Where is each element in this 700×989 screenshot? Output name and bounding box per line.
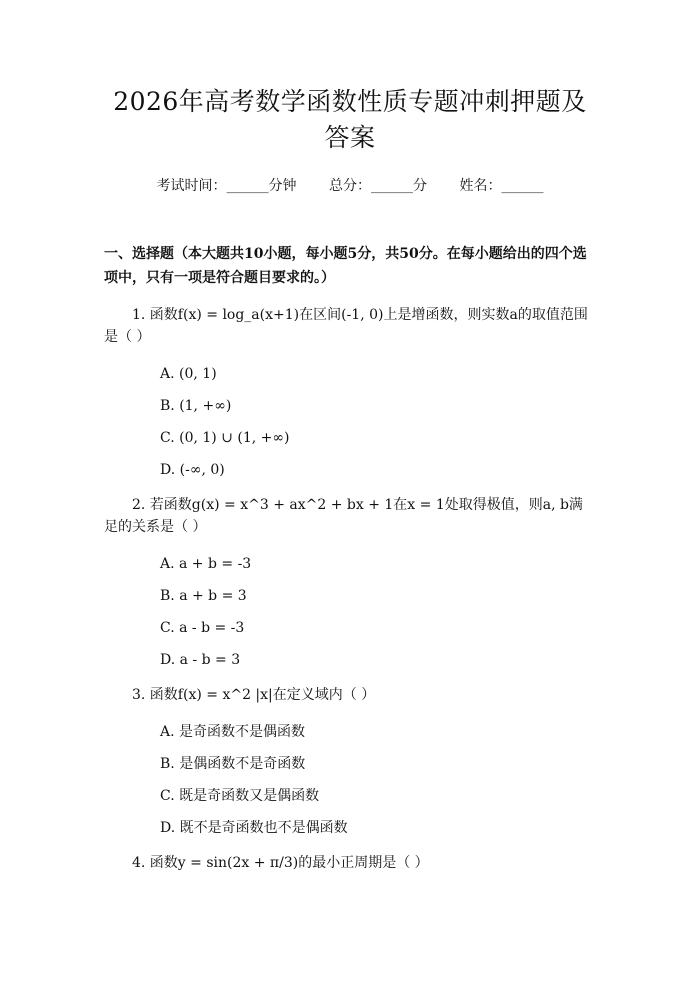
- option-list: [104, 364, 596, 480]
- question-3: [104, 684, 596, 838]
- option-c: C. (0, 1) ∪ (1, +∞): [160, 430, 290, 446]
- student-name-field: 姓名：______: [459, 178, 544, 194]
- option-c: C. 既是奇函数又是偶函数: [160, 788, 320, 804]
- exam-time-field: 考试时间：______分钟: [156, 178, 297, 194]
- question-stem: 3. 函数f(x) = x^2 |x|在定义域内（ ）: [132, 687, 376, 703]
- question-stem: 1. 函数f(x) = log_a(x+1)在区间(-1, 0)上是增函数，则实数a的取值范围是（ ）: [104, 307, 588, 345]
- option-b: B. 是偶函数不是奇函数: [160, 756, 306, 772]
- total-score-field: 总分：______分: [329, 178, 427, 194]
- question-2: [104, 494, 596, 670]
- question-4: [104, 852, 596, 874]
- option-c: C. a - b = -3: [160, 620, 245, 636]
- option-d: D. (-∞, 0): [160, 462, 225, 478]
- option-a: A. 是奇函数不是偶函数: [160, 724, 306, 740]
- exam-info-line: [104, 176, 596, 196]
- option-d: D. a - b = 3: [160, 652, 241, 668]
- option-list: [104, 722, 596, 838]
- page-title: 2026年高考数学函数性质专题冲刺押题及答案: [113, 87, 587, 152]
- question-stem: 4. 函数y = sin(2x + π/3)的最小正周期是（ ）: [132, 855, 429, 871]
- option-d: D. 既不是奇函数也不是偶函数: [160, 820, 348, 836]
- option-b: B. a + b = 3: [160, 588, 247, 604]
- option-list: [104, 554, 596, 670]
- option-b: B. (1, +∞): [160, 398, 232, 414]
- question-1: [104, 304, 596, 480]
- question-stem: 2. 若函数g(x) = x^3 + ax^2 + bx + 1在x = 1处取得极值，则a, b满足的关系是（ ）: [104, 497, 583, 535]
- section-heading-multiple-choice: 一、选择题（本大题共10小题，每小题5分，共50分。在每小题给出的四个选项中，只有一项是符合题目要求的。）: [104, 246, 587, 286]
- option-a: A. (0, 1): [160, 366, 217, 382]
- option-a: A. a + b = -3: [160, 556, 252, 572]
- exam-page: [0, 84, 700, 989]
